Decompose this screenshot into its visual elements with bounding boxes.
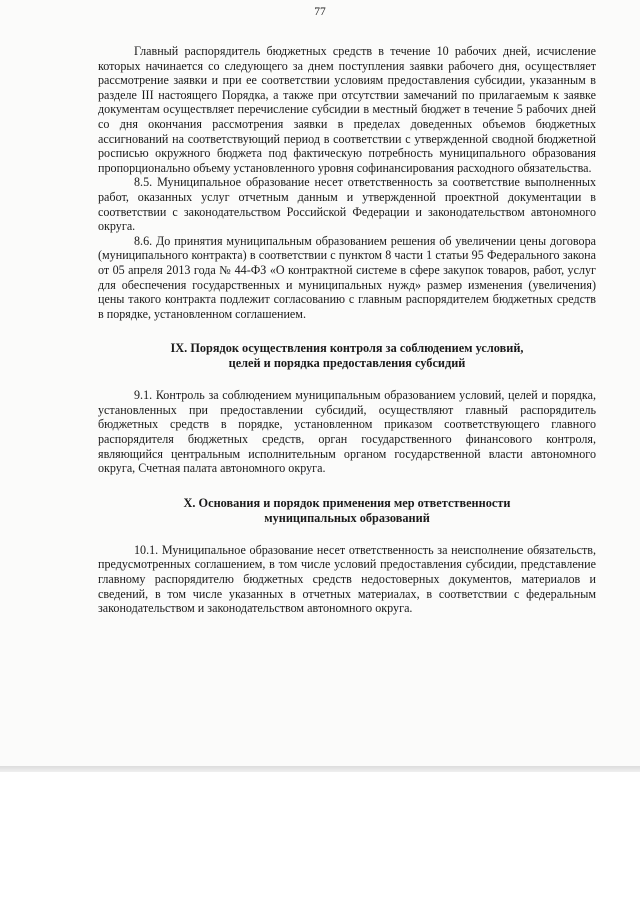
section-10-heading-line1: X. Основания и порядок применения мер ответственности — [183, 495, 511, 510]
section-9-heading — [98, 341, 596, 371]
paragraph-9-1: 9.1. Контроль за соблюдением муниципальным образованием условий, целей и порядка, установленных при предоставлении субсидий, осуществляют главный распорядитель бюджетных средств в порядке, установленном приказом соответствующего главного распорядителя бюджетных средств, орган государственного финансового контроля, являющийся центральным исполнительным органом государственной власти автономного округа, Счетная палата автономного округа. — [98, 388, 596, 476]
paragraph-disbursement: Главный распорядитель бюджетных средств в течение 10 рабочих дней, исчисление которых начинается со следующего за днем поступления заявки рабочего дня, осуществляет рассмотрение заявки и при ее соответствии условиям предоставления субсидии, указанным в разделе III настоящего Порядка, а также при отсутствии замечаний по прилагаемым к заявке документам осуществляет перечисление субсидии в местный бюджет в течение 5 рабочих дней со дня окончания рассмотрения заявки в пределах доведенных объемов бюджетных ассигнований на соответствующий период в соответствии с утвержденной сводной бюджетной росписью окружного бюджета под фактическую потребность муниципального образования пропорционально объему установленного уровня софинансирования расходного обязательства. — [98, 44, 596, 175]
paragraph-8-5: 8.5. Муниципальное образование несет ответственность за соответствие выполненных работ, оказанных услуг отчетным данным и утвержденной проектной документации в соответствии с законодательством Российской Федерации и законодательством автономного округа. — [98, 175, 596, 234]
section-10-heading-line2: муниципальных образований — [264, 510, 430, 525]
document-body — [98, 44, 596, 616]
section-9-heading-line2: целей и порядка предоставления субсидий — [228, 356, 466, 371]
page-edge-shadow — [0, 766, 640, 772]
paragraph-8-6: 8.6. До принятия муниципальным образованием решения об увеличении цены договора (муниципального контракта) в соответствии с пунктом 8 части 1 статьи 95 Федерального закона от 05 апреля 2013 года № 44-ФЗ «О контрактной системе в сфере закупок товаров, работ, услуг для обеспечения государственных и муниципальных нужд» размер изменения (увеличения) цены такого контракта подлежит согласованию с главным распорядителем бюджетных средств в порядке, установленном соглашением. — [98, 233, 596, 321]
page-number: 77 — [314, 6, 326, 18]
section-9-heading-line1: IX. Порядок осуществления контроля за соблюдением условий, — [170, 341, 524, 356]
paragraph-10-1: 10.1. Муниципальное образование несет ответственность за неисполнение обязательств, предусмотренных соглашением, в том числе условий предоставления субсидии, представление главному распорядителю бюджетных средств недостоверных документов, материалов и сведений, в том числе указанных в отчетных материалах, в соответствии с федеральным законодательством и законодательством автономного округа. — [98, 542, 596, 616]
section-10-heading — [98, 496, 596, 526]
